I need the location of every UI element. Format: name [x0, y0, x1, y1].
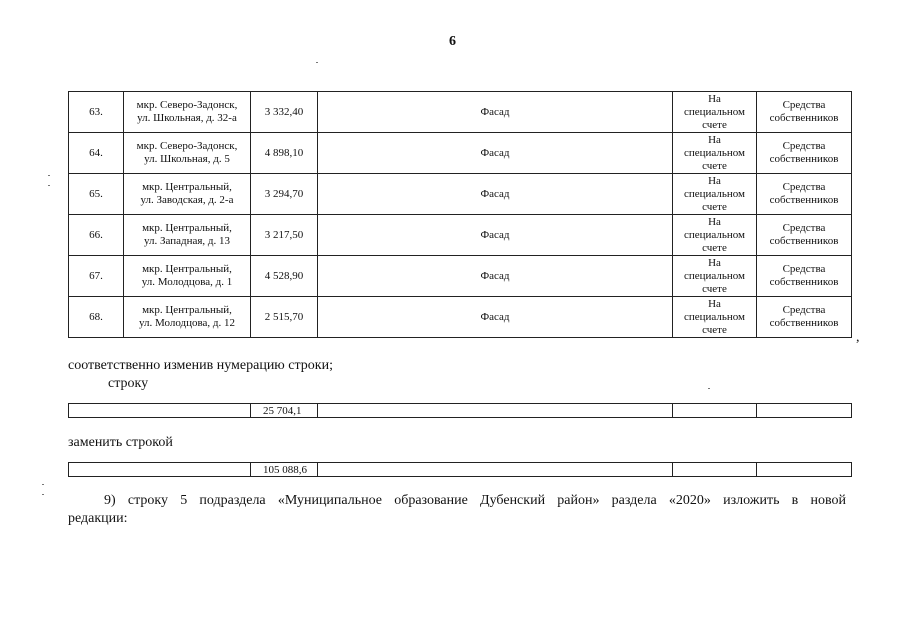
address-cell-text: ул. Заводская, д. 2-а — [140, 194, 234, 206]
work-type-cell-text: Фасад — [480, 187, 510, 200]
scan-speck — [708, 388, 710, 389]
address-cell-text: ул. Школьная, д. 32-а — [137, 112, 237, 124]
area-cell-text: 4 898,10 — [264, 146, 304, 159]
funding-source-cell-text: собственников — [769, 317, 839, 329]
address-cell — [124, 215, 251, 256]
work-type-cell-text: Фасад — [480, 310, 510, 323]
address-cell-text: мкр. Центральный, — [142, 222, 232, 234]
address-cell-text: ул. Молодцова, д. 1 — [141, 276, 233, 288]
funding-source-cell — [757, 256, 852, 297]
empty-cell — [69, 404, 251, 418]
new-total-row-table — [68, 462, 852, 477]
address-cell — [124, 174, 251, 215]
account-cell-text: счете — [702, 282, 727, 295]
account-cell-text: На — [708, 297, 721, 310]
empty-cell — [673, 404, 757, 418]
work-type-cell — [318, 297, 673, 338]
renumber-instruction: соответственно изменив нумерацию строки; — [68, 358, 333, 373]
work-type-cell-text: Фасад — [480, 228, 510, 241]
row-number — [69, 256, 124, 297]
table-row — [69, 297, 852, 338]
funding-source-cell-text: Средства — [782, 140, 826, 152]
funding-source-cell — [757, 174, 852, 215]
row-word: строку — [108, 376, 149, 391]
scan-speck — [48, 185, 50, 186]
funding-source-cell-text: собственников — [769, 276, 839, 288]
area-cell — [251, 215, 318, 256]
area-cell — [251, 92, 318, 133]
address-cell-text: ул. Школьная, д. 5 — [144, 153, 230, 165]
account-cell — [673, 297, 757, 338]
row-number — [69, 297, 124, 338]
address-cell-text: мкр. Центральный, — [142, 181, 232, 193]
table-row — [69, 133, 852, 174]
address-cell-text: мкр. Центральный, — [142, 263, 232, 275]
row-number-text: 63. — [89, 105, 103, 118]
funding-source-cell-text: Средства — [782, 181, 826, 193]
work-type-cell — [318, 133, 673, 174]
scan-speck — [42, 484, 44, 485]
account-cell-text: На — [708, 133, 721, 146]
area-cell-text: 4 528,90 — [264, 269, 304, 282]
old-total-row-table — [68, 403, 852, 418]
account-cell-text: специальном — [683, 105, 746, 118]
empty-cell — [757, 404, 852, 418]
replace-instruction: заменить строкой — [68, 435, 173, 450]
account-cell — [673, 92, 757, 133]
area-cell-text: 2 515,70 — [264, 310, 304, 323]
account-cell-text: специальном — [683, 187, 746, 200]
scan-speck — [48, 175, 50, 176]
account-cell-text: специальном — [683, 228, 746, 241]
account-cell-text: На — [708, 256, 721, 269]
work-type-cell-text: Фасад — [480, 269, 510, 282]
funding-source-cell — [757, 133, 852, 174]
area-cell-text: 3 217,50 — [264, 228, 304, 241]
trailing-comma: , — [856, 330, 860, 345]
table-row — [69, 92, 852, 133]
account-cell-text: счете — [702, 159, 727, 172]
account-cell-text: счете — [702, 323, 727, 336]
funding-source-cell-text: собственников — [769, 194, 839, 206]
empty-cell — [318, 463, 673, 477]
funding-source-cell-text: собственников — [769, 112, 839, 124]
paragraph-9 — [68, 492, 846, 528]
account-cell-text: На — [708, 174, 721, 187]
work-type-cell-text: Фасад — [480, 146, 510, 159]
address-cell-text: мкр. Центральный, — [142, 304, 232, 316]
funding-source-cell — [757, 215, 852, 256]
paragraph-9-line-2: редакции: — [68, 511, 128, 526]
work-type-cell — [318, 174, 673, 215]
table-row — [69, 256, 852, 297]
table-row — [69, 404, 852, 418]
area-cell-text: 3 294,70 — [264, 187, 304, 200]
area-cell — [251, 133, 318, 174]
page-number: 6 — [449, 34, 456, 49]
work-type-cell — [318, 215, 673, 256]
empty-cell — [757, 463, 852, 477]
row-number-text: 65. — [89, 187, 103, 200]
row-number — [69, 133, 124, 174]
row-number-text: 68. — [89, 310, 103, 323]
account-cell-text: специальном — [683, 269, 746, 282]
work-type-cell-text: Фасад — [480, 105, 510, 118]
buildings-table — [68, 91, 852, 338]
scan-speck — [316, 62, 318, 63]
table-row — [69, 174, 852, 215]
row-number-text: 66. — [89, 228, 103, 241]
area-cell — [251, 297, 318, 338]
work-type-cell — [318, 256, 673, 297]
account-cell-text: счете — [702, 200, 727, 213]
address-cell-text: ул. Молодцова, д. 12 — [138, 317, 236, 329]
row-number — [69, 174, 124, 215]
address-cell — [124, 297, 251, 338]
funding-source-cell — [757, 92, 852, 133]
account-cell — [673, 174, 757, 215]
account-cell — [673, 215, 757, 256]
account-cell-text: специальном — [683, 310, 746, 323]
table-row — [69, 463, 852, 477]
empty-cell — [673, 463, 757, 477]
funding-source-cell — [757, 297, 852, 338]
funding-source-cell-text: Средства — [782, 222, 826, 234]
row-number-text: 64. — [89, 146, 103, 159]
address-cell — [124, 92, 251, 133]
account-cell-text: На — [708, 215, 721, 228]
funding-source-cell-text: Средства — [782, 304, 826, 316]
area-cell-text: 3 332,40 — [264, 105, 304, 118]
empty-cell — [318, 404, 673, 418]
area-cell — [251, 256, 318, 297]
funding-source-cell-text: Средства — [782, 263, 826, 275]
account-cell-text: счете — [702, 241, 727, 254]
funding-source-cell-text: собственников — [769, 153, 839, 165]
address-cell-text: мкр. Северо-Задонск, — [136, 140, 238, 152]
row-number — [69, 215, 124, 256]
account-cell-text: счете — [702, 118, 727, 131]
address-cell — [124, 133, 251, 174]
row-number-text: 67. — [89, 269, 103, 282]
new-total-sum: 105 088,6 — [251, 463, 318, 477]
address-cell-text: мкр. Северо-Задонск, — [136, 99, 238, 111]
account-cell-text: специальном — [683, 146, 746, 159]
area-cell — [251, 174, 318, 215]
work-type-cell — [318, 92, 673, 133]
funding-source-cell-text: Средства — [782, 99, 826, 111]
scan-speck — [42, 494, 44, 495]
row-number — [69, 92, 124, 133]
account-cell — [673, 256, 757, 297]
account-cell-text: На — [708, 92, 721, 105]
address-cell-text: ул. Западная, д. 13 — [143, 235, 231, 247]
address-cell — [124, 256, 251, 297]
old-total-sum: 25 704,1 — [251, 404, 318, 418]
empty-cell — [69, 463, 251, 477]
paragraph-9-line-1: 9) строку 5 подраздела «Муниципальное образование Дубенский район» раздела «2020» изложить в новой — [104, 493, 846, 508]
account-cell — [673, 133, 757, 174]
table-row — [69, 215, 852, 256]
funding-source-cell-text: собственников — [769, 235, 839, 247]
